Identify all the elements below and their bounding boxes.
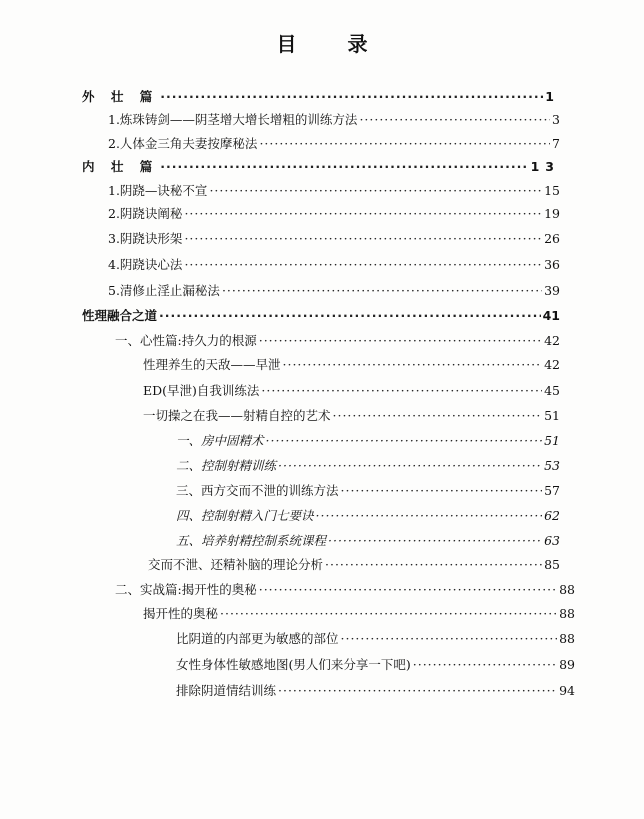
toc-entry-chapter (115, 580, 575, 600)
toc-leader-dots (259, 580, 557, 600)
toc-entry-label: 揭开性的奥秘 (143, 606, 219, 621)
toc-entry-label: 四、控制射精入门七要诀 (176, 508, 314, 523)
toc-entry-page: 3 (552, 112, 560, 127)
toc-entry (143, 355, 560, 375)
toc-entry-label: 2.阴跷诀阐秘 (108, 206, 183, 221)
toc-entry (143, 604, 575, 624)
toc-entry-label: 2.人体金三角夫妻按摩秘法 (108, 136, 258, 151)
toc-entry (108, 181, 560, 201)
toc-entry-label: 外 壮 篇 (82, 89, 159, 104)
toc-entry-label: 1.阴跷—诀秘不宣 (108, 183, 208, 198)
toc-entry (176, 681, 575, 701)
toc-entry-label: 5.清修止淫止漏秘法 (108, 283, 220, 298)
toc-entry-page: 42 (544, 333, 560, 348)
toc-leader-dots (413, 655, 557, 675)
toc-entry-page: 51 (544, 408, 560, 423)
toc-leader-dots (222, 281, 542, 301)
toc-entry-page: 15 (544, 183, 560, 198)
toc-leader-dots (341, 629, 558, 649)
toc-leader-dots (259, 331, 542, 351)
toc-entry-section-outer (82, 87, 560, 107)
toc-leader-dots (184, 204, 542, 224)
toc-entry-label: 一、房中固精术 (176, 433, 264, 448)
toc-entry-label: 性理融合之道 (82, 308, 158, 323)
toc-leader-dots (220, 604, 557, 624)
toc-leader-dots (209, 181, 542, 201)
toc-entry-label: 二、实战篇:揭开性的奥秘 (115, 582, 257, 597)
toc-entry-label: 一切操之在我——射精自控的艺术 (143, 408, 331, 423)
toc-leader-dots (266, 431, 543, 451)
toc-entry (176, 506, 560, 526)
toc-entry-section-fusion (82, 306, 560, 326)
toc-leader-dots (160, 87, 543, 107)
toc-entry-page: 88 (559, 582, 575, 597)
toc-entry-page: 53 (544, 458, 560, 473)
toc-entry (143, 406, 560, 426)
toc-entry (176, 481, 560, 501)
toc-entry-page: 63 (544, 533, 560, 548)
toc-entry (176, 456, 560, 476)
toc-entry-page: 1 (545, 89, 560, 104)
toc-entry (176, 655, 575, 675)
toc-entry-page: 88 (559, 606, 575, 621)
toc-entry-label: 内 壮 篇 (82, 159, 159, 174)
toc-entry-page: 41 (542, 308, 560, 323)
toc-entry (176, 629, 575, 649)
toc-entry-label: 交而不泄、还精补脑的理论分析 (148, 557, 324, 572)
toc-leader-dots (259, 134, 550, 154)
toc-entry-label: 女性身体性敏感地图(男人们来分享一下吧) (176, 657, 411, 672)
toc-entry-page: 26 (544, 231, 560, 246)
toc-entry (108, 204, 560, 224)
toc-entry (108, 110, 560, 130)
toc-leader-dots (278, 456, 542, 476)
toc-entry (108, 255, 560, 275)
toc-entry-page: 13 (530, 159, 560, 174)
toc-leader-dots (283, 355, 543, 375)
toc-entry-page: 42 (544, 357, 560, 372)
toc-entry (148, 555, 560, 575)
toc-entry (176, 431, 560, 451)
toc-entry-chapter (115, 331, 560, 351)
toc-entry-page: 19 (544, 206, 560, 221)
toc-entry-page: 88 (559, 631, 575, 646)
toc-entry-page: 39 (544, 283, 560, 298)
toc-leader-dots (159, 306, 541, 326)
toc-leader-dots (184, 229, 542, 249)
toc-entry-page: 62 (544, 508, 560, 523)
toc-entry-label: 五、培养射精控制系统课程 (176, 533, 327, 548)
toc-leader-dots (341, 481, 543, 501)
toc-entry-page: 89 (559, 657, 575, 672)
toc-entry (143, 381, 560, 401)
toc-leader-dots (261, 381, 542, 401)
toc-entry (176, 531, 560, 551)
toc-entry-label: 性理养生的天敌——早泄 (143, 357, 281, 372)
toc-entry-label: 一、心性篇:持久力的根源 (115, 333, 257, 348)
toc-leader-dots (160, 157, 528, 177)
toc-entry-page: 85 (544, 557, 560, 572)
toc-entry-page: 36 (544, 257, 560, 272)
toc-entry-section-inner (82, 157, 560, 177)
toc-leader-dots (333, 406, 543, 426)
toc-entry-label: 1.炼珠铸剑——阴茎增大增长增粗的训练方法 (108, 112, 358, 127)
toc-leader-dots (328, 531, 542, 551)
toc-entry-page: 57 (544, 483, 560, 498)
toc-entry-page: 7 (552, 136, 560, 151)
toc-entry-page: 51 (544, 433, 560, 448)
toc-leader-dots (325, 555, 542, 575)
toc-entry-label: 4.阴跷诀心法 (108, 257, 183, 272)
toc-entry-page: 45 (544, 383, 560, 398)
toc-entry-page: 94 (559, 683, 575, 698)
toc-entry (108, 134, 560, 154)
toc-leader-dots (359, 110, 550, 130)
toc-entry (108, 229, 560, 249)
toc-leader-dots (316, 506, 543, 526)
toc-entry-label: ED(早泄)自我训练法 (143, 383, 260, 398)
toc-entry (108, 281, 560, 301)
toc-leader-dots (278, 681, 557, 701)
toc-entry-label: 二、控制射精训练 (176, 458, 277, 473)
toc-leader-dots (184, 255, 542, 275)
toc-entry-label: 3.阴跷诀形架 (108, 231, 183, 246)
toc-entry-label: 排除阴道情结训练 (176, 683, 277, 698)
page-title: 目 录 (276, 32, 390, 56)
toc-entry-label: 比阴道的内部更为敏感的部位 (176, 631, 339, 646)
toc-entry-label: 三、西方交而不泄的训练方法 (176, 483, 339, 498)
